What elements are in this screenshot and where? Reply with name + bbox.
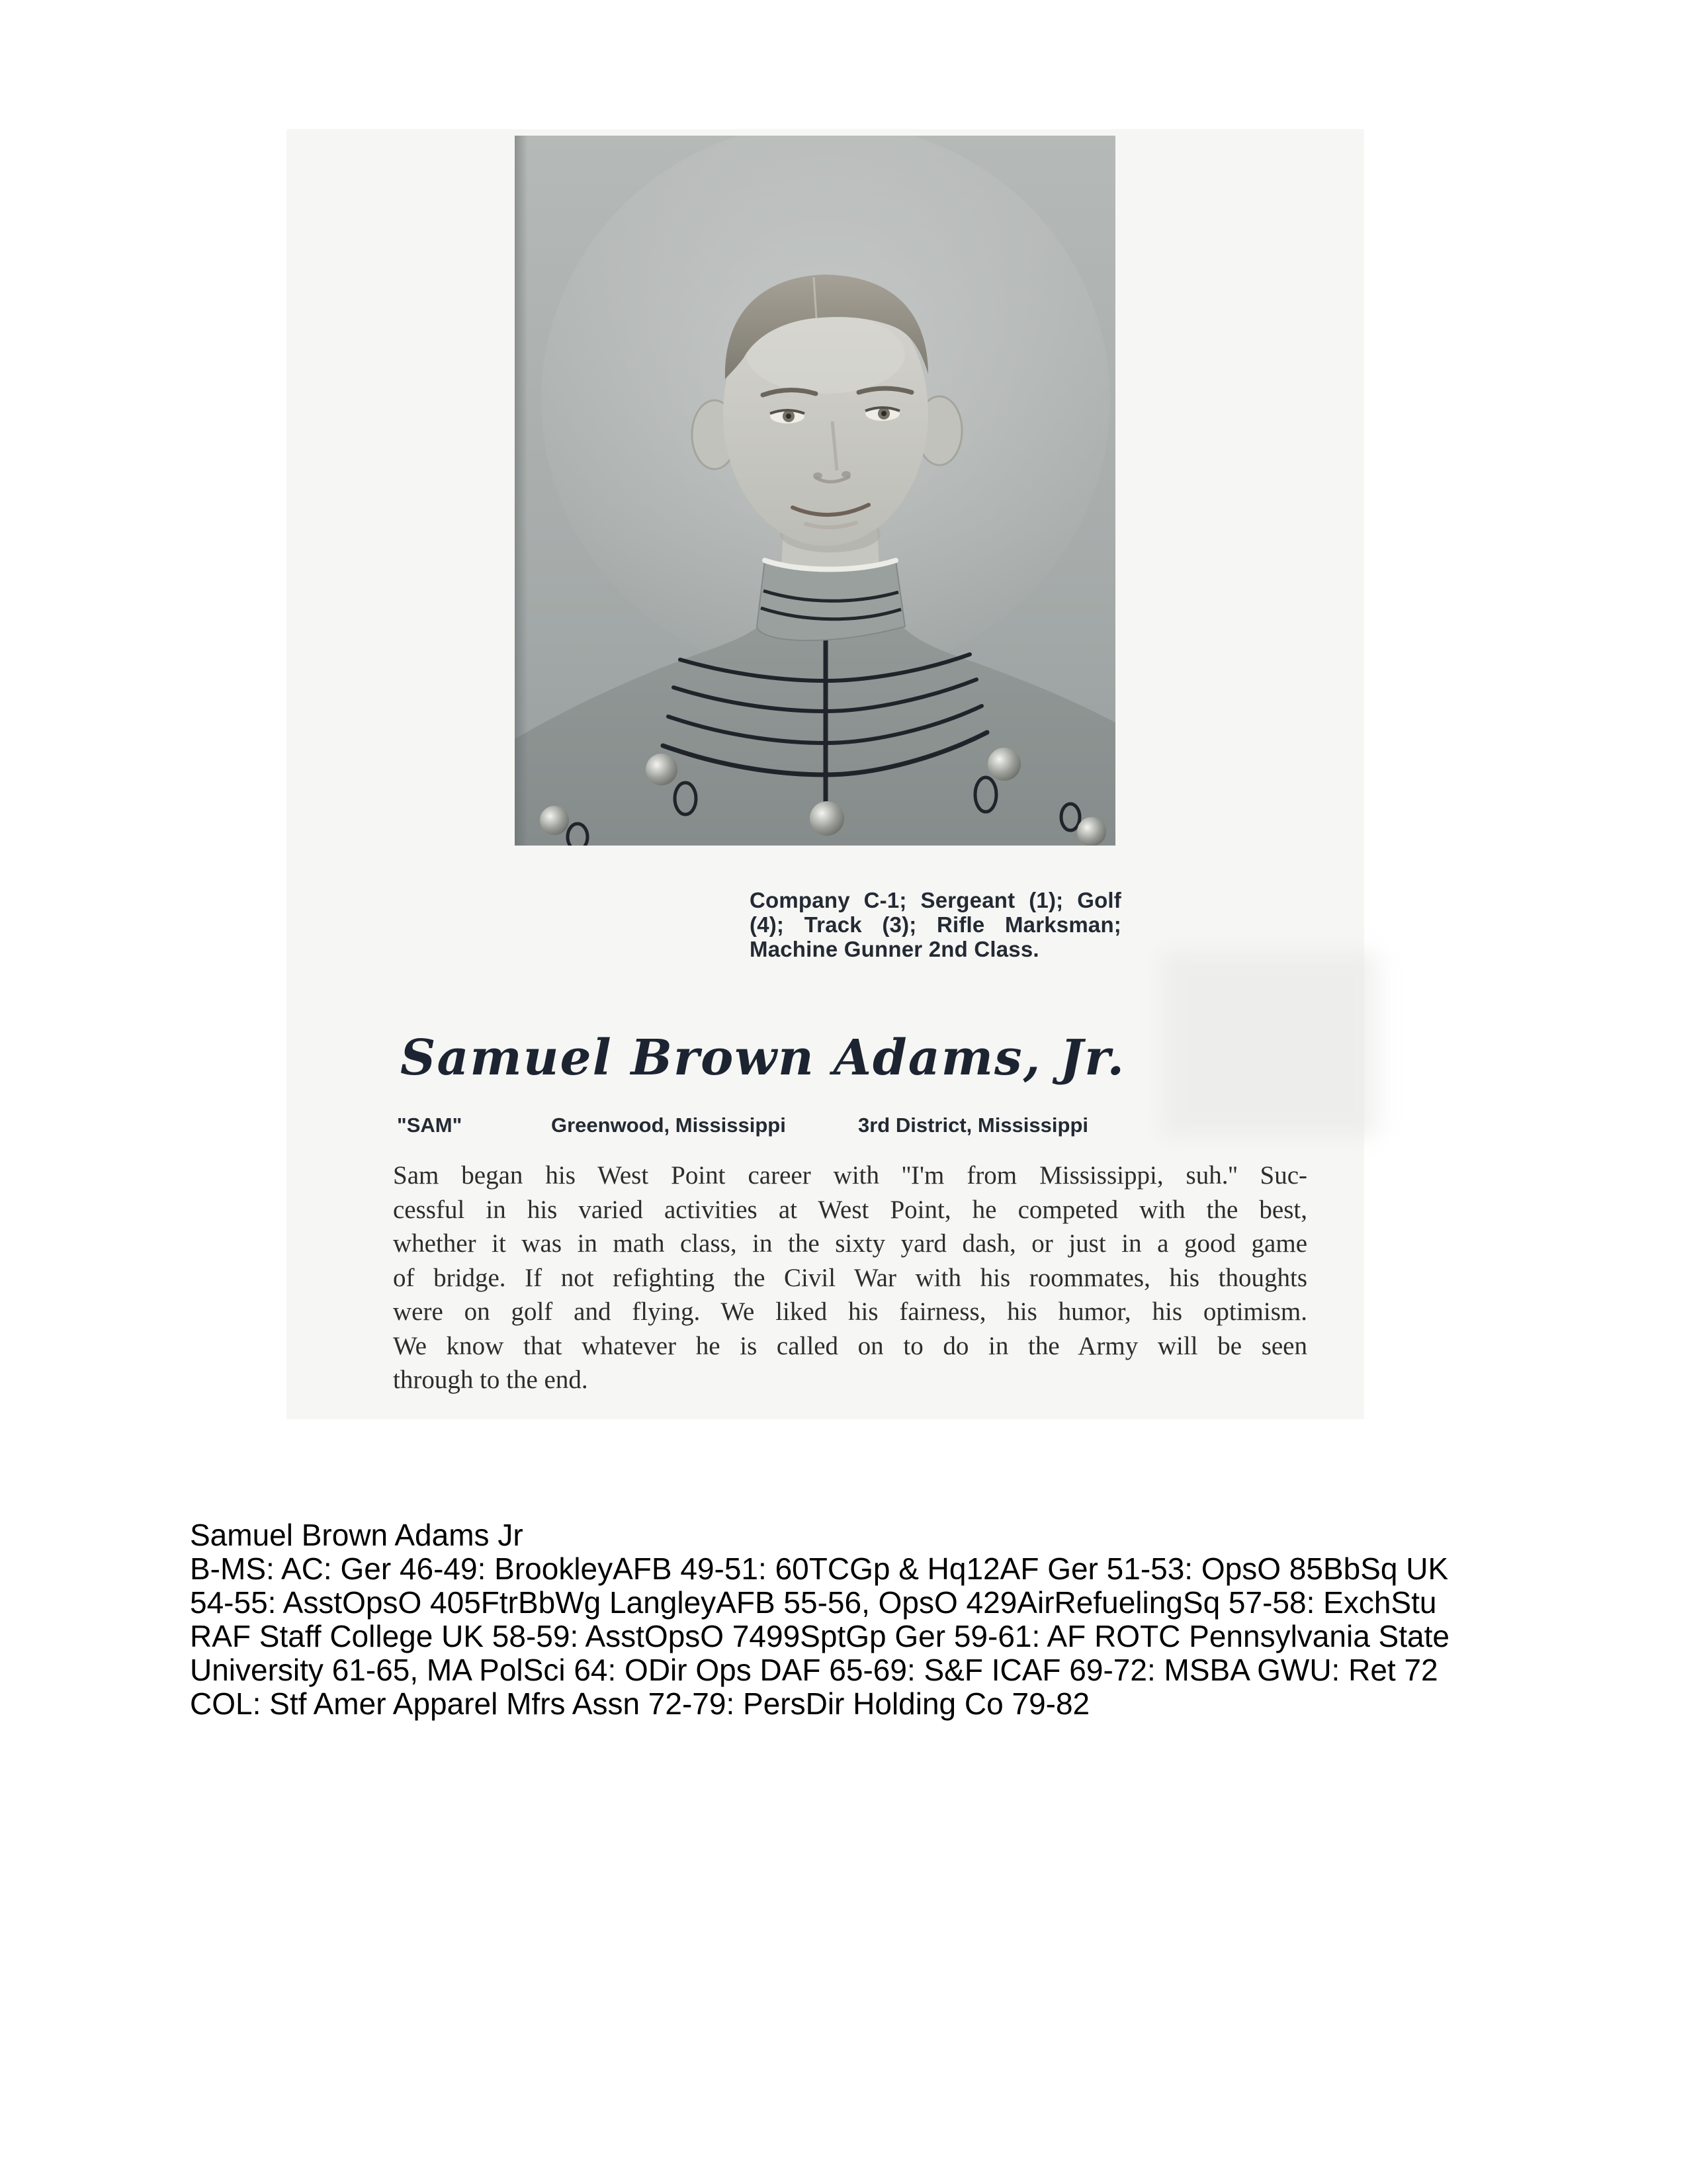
cadet-district: 3rd District, Mississippi xyxy=(858,1114,1088,1137)
cadet-name-script: Samuel Brown Adams, Jr. xyxy=(400,1029,1126,1086)
cadet-portrait-photo xyxy=(515,136,1115,846)
photo-binding-shadow xyxy=(515,136,528,846)
career-line: 54-55: AsstOpsO 405FtrBbWg LangleyAFB 55-56, OpsO 429AirRefuelingSq 57-58: ExchStu xyxy=(190,1585,1437,1620)
cadet-biography xyxy=(393,1158,1307,1397)
activities-caption xyxy=(750,888,1121,961)
cadet-nickname: "SAM" xyxy=(397,1114,462,1137)
bio-line: through to the end. xyxy=(393,1366,588,1394)
scanned-yearbook-region xyxy=(286,129,1364,1419)
career-name-line: Samuel Brown Adams Jr xyxy=(190,1518,523,1552)
caption-line: Machine Gunner 2nd Class. xyxy=(750,937,1039,961)
bio-line: whether it was in math class, in the sixty yard dash, or just in a good game xyxy=(393,1229,1307,1258)
bio-line: Sam began his West Point career with ''I'm from Mississippi, suh.'' Suc- xyxy=(393,1161,1307,1190)
cadet-hometown: Greenwood, Mississippi xyxy=(551,1114,786,1137)
career-summary-block xyxy=(190,1518,1449,1721)
page-showthrough-smudge xyxy=(1161,951,1379,1137)
bio-line: cessful in his varied activities at West Point, he competed with the best, xyxy=(393,1195,1307,1224)
career-line: RAF Staff College UK 58-59: AsstOpsO 7499SptGp Ger 59-61: AF ROTC Pennsylvania State xyxy=(190,1619,1449,1653)
bio-line: were on golf and flying. We liked his fairness, his humor, his optimism. xyxy=(393,1297,1307,1326)
caption-line: (4); Track (3); Rifle Marksman; xyxy=(750,912,1121,937)
uniform-collar xyxy=(757,560,905,640)
bio-line: We know that whatever he is called on to do in the Army will be seen xyxy=(393,1331,1307,1360)
bio-line: of bridge. If not refighting the Civil War with his roommates, his thoughts xyxy=(393,1263,1307,1292)
cadet-portrait-illustration xyxy=(515,136,1115,846)
career-line: COL: Stf Amer Apparel Mfrs Assn 72-79: PersDir Holding Co 79-82 xyxy=(190,1686,1090,1721)
career-line: B-MS: AC: Ger 46-49: BrookleyAFB 49-51: 60TCGp & Hq12AF Ger 51-53: OpsO 85BbSq UK xyxy=(190,1551,1449,1586)
career-line: University 61-65, MA PolSci 64: ODir Ops DAF 65-69: S&F ICAF 69-72: MSBA GWU: Ret 72 xyxy=(190,1653,1438,1687)
caption-line: Company C-1; Sergeant (1); Golf xyxy=(750,888,1121,912)
